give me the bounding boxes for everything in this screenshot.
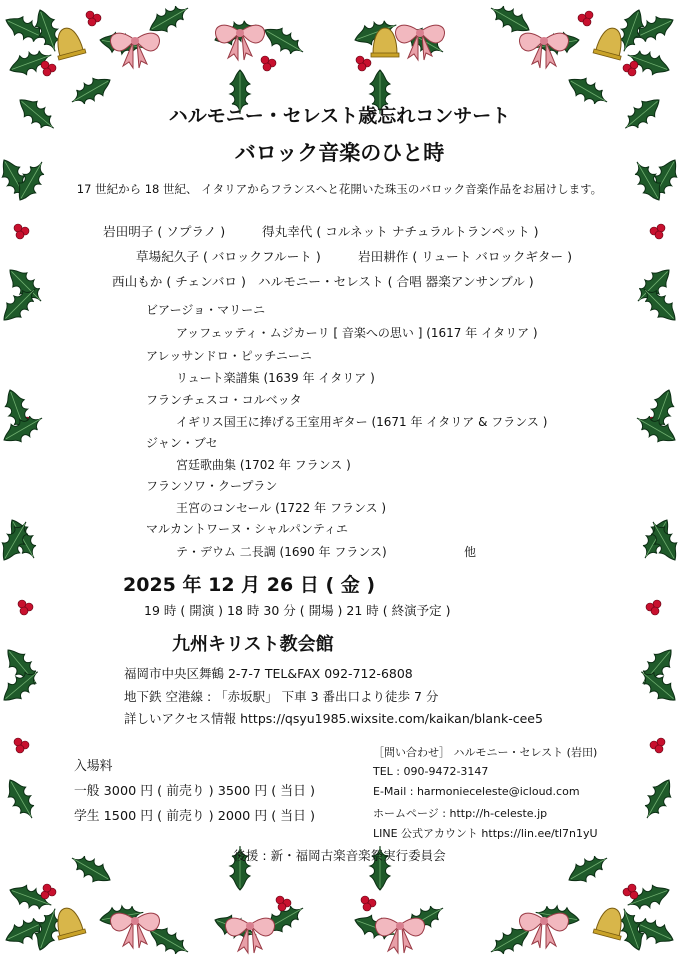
program-composer: フランソワ・クープラン (146, 479, 278, 493)
venue-address: 福岡市中央区舞鶴 2-7-7 TEL&FAX 092-712-6808 (124, 666, 413, 681)
program-work: テ・デウム 二長調 (1690 年 フランス) (176, 545, 387, 559)
admission-student: 学生 1500 円 ( 前売り ) 2000 円 ( 当日 ) (74, 809, 315, 824)
program-composer: アレッサンドロ・ピッチニーニ (146, 349, 312, 363)
contact-email[interactable]: E-Mail : harmonieceleste@icloud.com (373, 785, 580, 798)
contact-line[interactable]: LINE 公式アカウント https://lin.ee/tl7n1yU (373, 827, 598, 840)
left-side-holly (0, 155, 51, 823)
performer-5: 西山もか ( チェンバロ ) (112, 274, 246, 289)
concert-title: ハルモニー・セレスト歳忘れコンサート (168, 105, 511, 127)
program-work: アッフェッティ・ムジカーリ [ 音楽への思い ] (1617 年 イタリア ) (176, 326, 538, 340)
top-holly-sprig-right (352, 16, 449, 114)
contact-tel: TEL : 090-9472-3147 (373, 765, 489, 778)
top-holly-sprig-left (212, 16, 309, 114)
program-composer: フランチェスコ・コルベッタ (146, 393, 302, 407)
performer-4: 岩田耕作 ( リュート バロックギター ) (358, 249, 572, 264)
program-etc: 他 (464, 545, 477, 559)
concert-times: 19 時 ( 開演 ) 18 時 30 分 ( 開場 ) 21 時 ( 終演予定 ) (144, 603, 451, 618)
program-composer: ジャン・ブセ (146, 436, 218, 450)
venue-access-link[interactable]: 詳しいアクセス情報 https://qsyu1985.wixsite.com/kaikan/blank-cee5 (124, 711, 543, 726)
admission-general: 一般 3000 円 ( 前売り ) 3500 円 ( 当日 ) (74, 784, 315, 799)
corner-holly-bottom-right (486, 849, 677, 960)
intro-text: 17 世紀から 18 世紀、 イタリアからフランスへと花開いた珠玉のバロック音楽作品をお届けします。 (76, 182, 603, 196)
corner-holly-bottom-left (2, 849, 193, 960)
contact-website[interactable]: ホームページ : http://h-celeste.jp (373, 807, 548, 820)
program-work: 宮廷歌曲集 (1702 年 フランス ) (176, 458, 351, 472)
program-work: イギリス国王に捧げる王室用ギター (1671 年 イタリア & フランス ) (176, 415, 548, 429)
supporter: 後援 : 新・福岡古楽音楽祭実行委員会 (233, 848, 446, 863)
program-composer: ビアージョ・マリーニ (146, 303, 266, 317)
performer-2: 得丸幸代 ( コルネット ナチュラルトランペット ) (262, 224, 539, 239)
right-side-holly (628, 155, 679, 823)
contact-header: ［問い合わせ］ ハルモニー・セレスト (岩田) (373, 746, 598, 759)
performer-1: 岩田明子 ( ソプラノ ) (103, 224, 226, 239)
program-work: 王宮のコンセール (1722 年 フランス ) (176, 501, 387, 515)
concert-date: 2025 年 12 月 26 日 ( 金 ) (123, 574, 376, 596)
venue-name: 九州キリスト教会館 (172, 634, 334, 655)
performer-6: ハルモニー・セレスト ( 合唱 器楽アンサンブル ) (258, 274, 534, 289)
venue-access: 地下鉄 空港線 : 「赤坂駅」 下車 3 番出口より徒歩 7 分 (124, 689, 439, 704)
program-work: リュート楽譜集 (1639 年 イタリア ) (176, 371, 375, 385)
performer-3: 草場紀久子 ( バロックフルート ) (136, 249, 321, 264)
admission-label: 入場料 (74, 759, 113, 774)
program-composer: マルカントワーヌ・シャルパンティエ (146, 522, 348, 536)
concert-subtitle: バロック音楽のひと時 (234, 141, 445, 165)
